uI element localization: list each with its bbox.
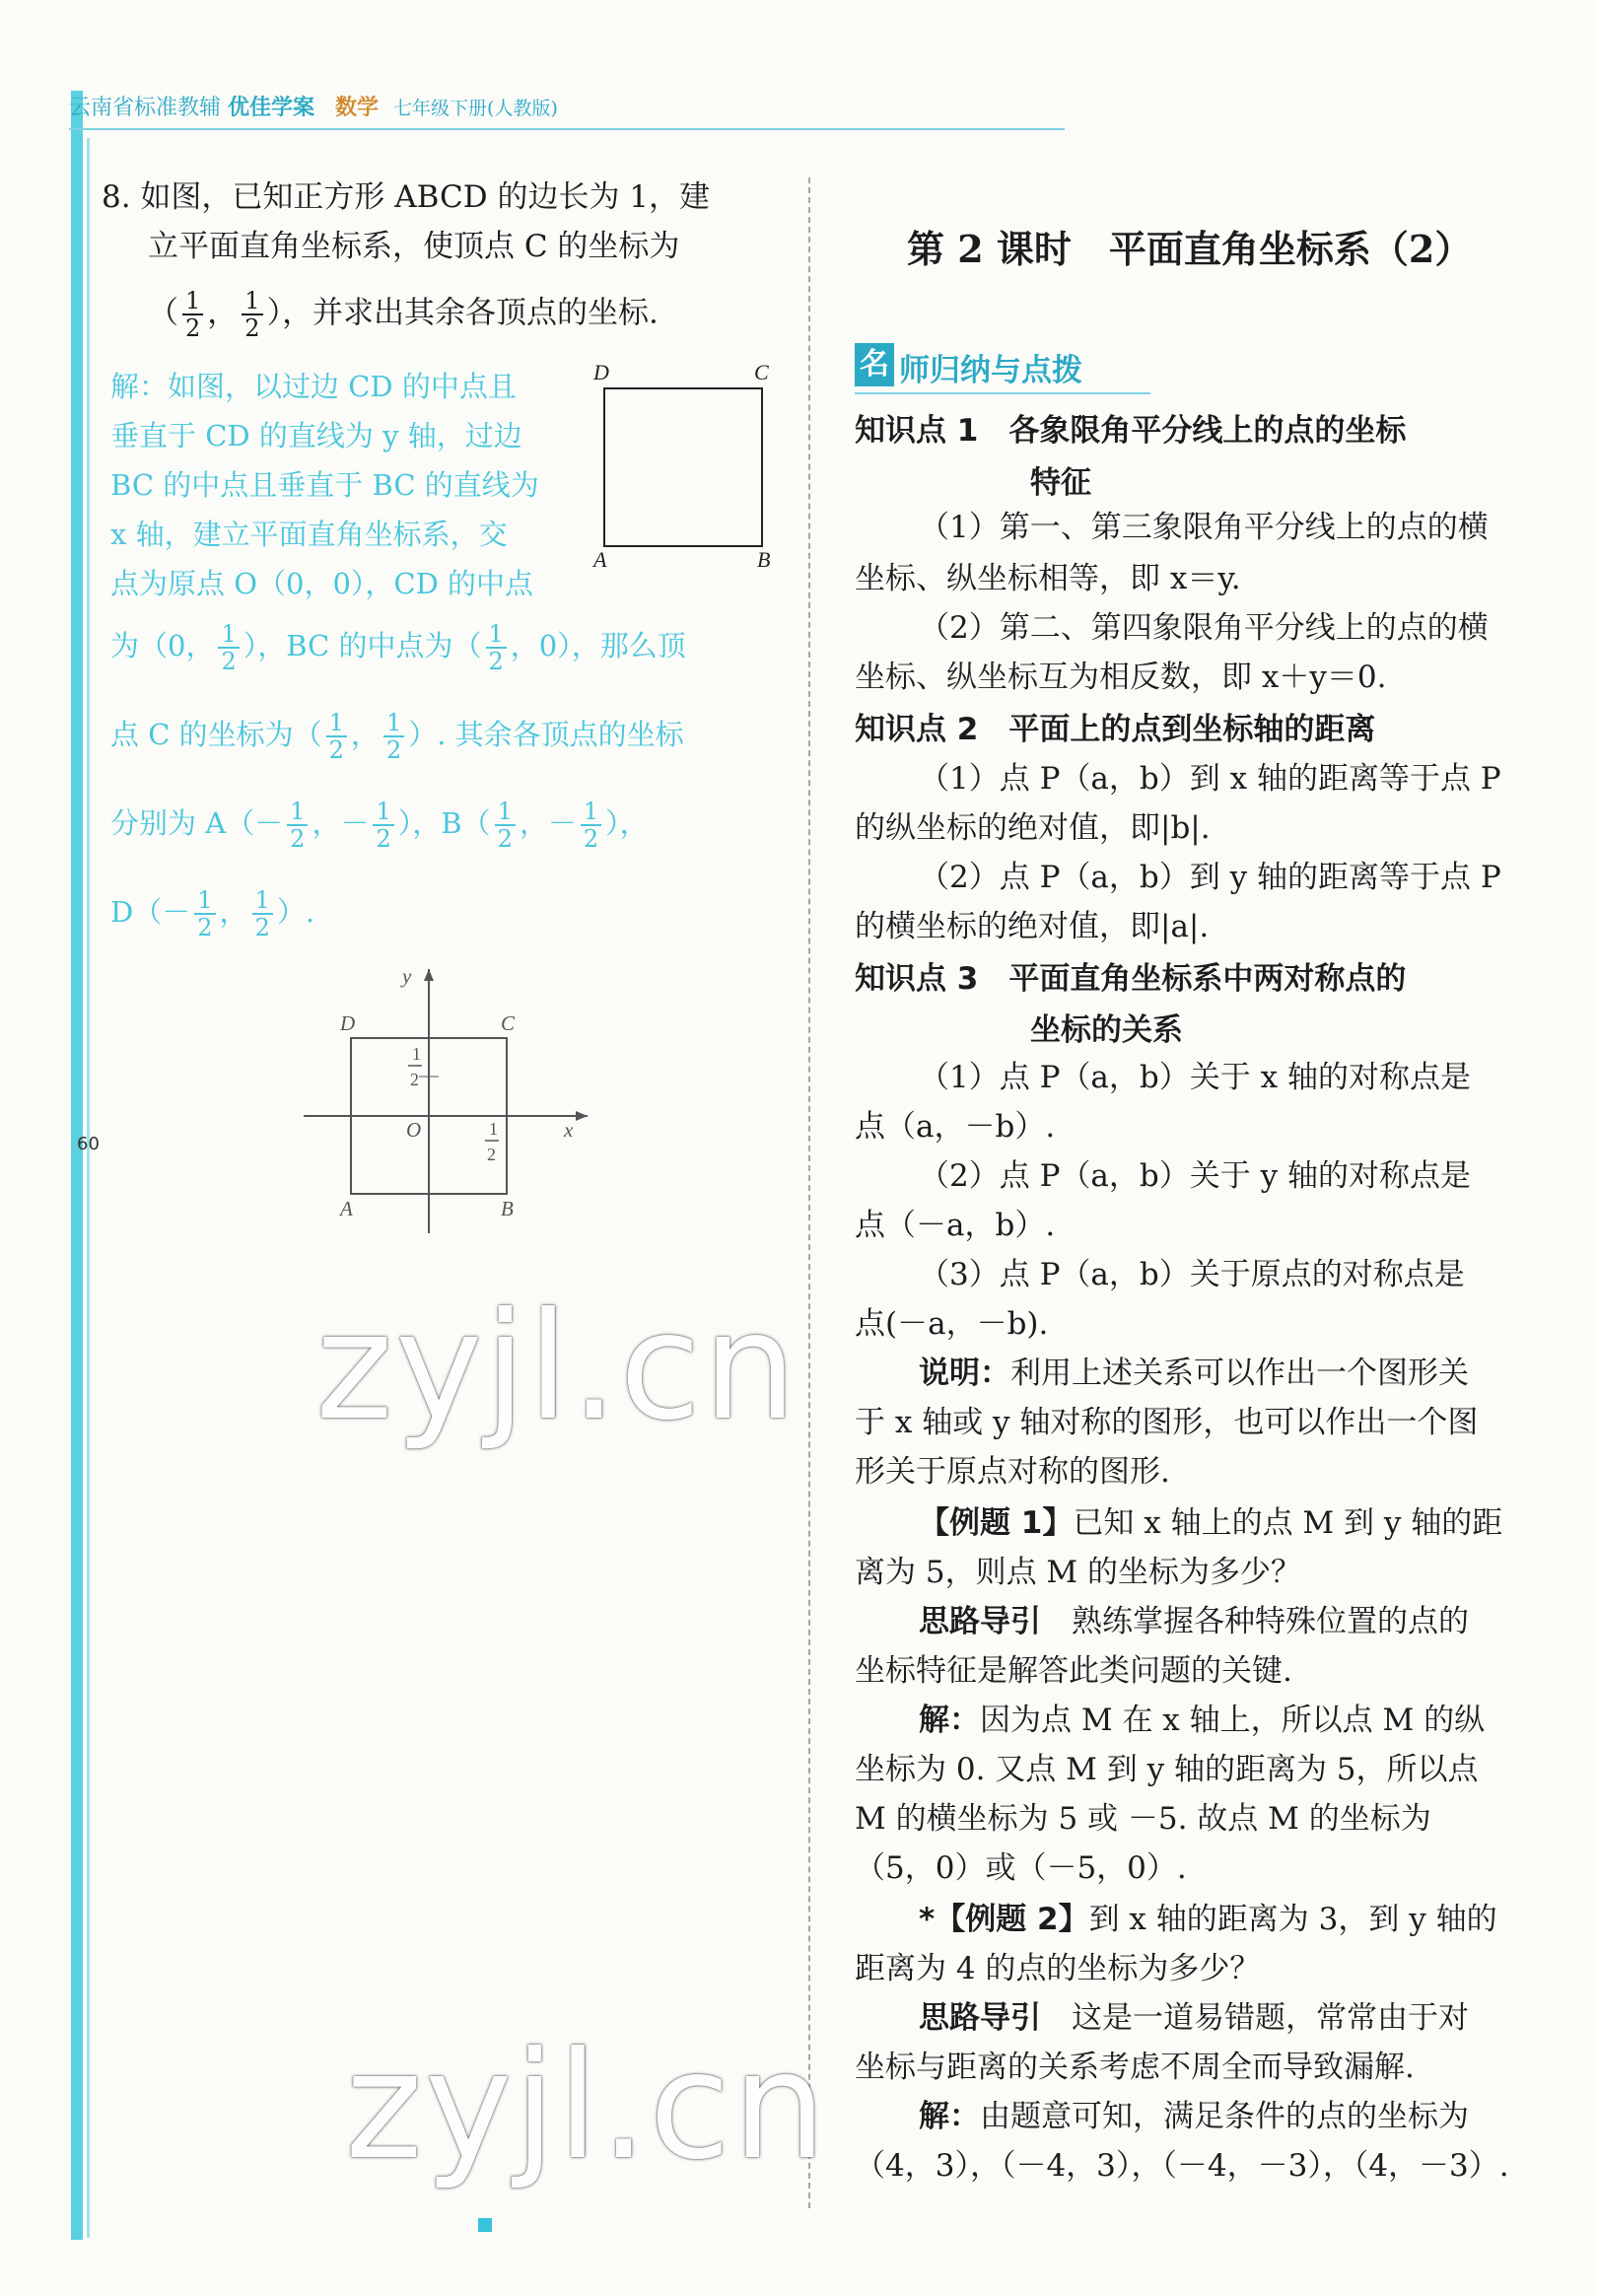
frac-num: 1	[412, 1044, 421, 1064]
watermark: zyjl.cn	[345, 2021, 829, 2192]
lesson-title: 第 2 课时 平面直角坐标系（2）	[907, 227, 1473, 271]
paragraph: （1）点 P（a，b）关于 x 轴的对称点是	[919, 1060, 1471, 1095]
hint-2-line: 坐标与距离的关系考虑不周全而导致漏解.	[855, 2050, 1415, 2085]
example-2: *【例题 2】到 x 轴的距离为 3，到 y 轴的	[919, 1902, 1497, 1937]
fraction: $\frac{1}{2}$	[242, 288, 262, 341]
knowledge-point-2: 知识点 2 平面上的点到坐标轴的距离	[855, 712, 1376, 747]
paragraph: 点(－a，－b).	[855, 1306, 1049, 1342]
knowledge-point-3-cont: 坐标的关系	[1030, 1012, 1183, 1048]
paragraph: （1）点 P（a，b）到 x 轴的距离等于点 P	[919, 761, 1501, 797]
solution-1: 解：因为点 M 在 x 轴上，所以点 M 的纵	[919, 1703, 1486, 1738]
frac-den: 2	[410, 1070, 419, 1089]
label-d: D	[340, 1011, 356, 1035]
header-series: 云南省标准教辅	[69, 96, 222, 120]
label-c: C	[501, 1011, 516, 1035]
paragraph: （3）点 P（a，b）关于原点的对称点是	[919, 1257, 1465, 1292]
example-1: 【例题 1】已知 x 轴上的点 M 到 y 轴的距	[919, 1505, 1503, 1541]
hint-2: 思路导引 这是一道易错题，常常由于对	[919, 2000, 1469, 2036]
vertex-label-c: C	[754, 360, 769, 384]
paragraph: （2）第二、第四象限角平分线上的点的横	[919, 610, 1489, 646]
solution-2-line: （4，3），（－4，3），（－4，－3），（4，－3）.	[855, 2148, 1509, 2184]
solution-line: 解：如图，以过边 CD 的中点且	[110, 370, 517, 403]
question-line-1: 8. 如图，已知正方形 ABCD 的边长为 1，建	[102, 179, 711, 215]
footer-marker	[478, 2218, 492, 2232]
page-side-bar	[71, 91, 83, 2240]
frac-num: 1	[489, 1119, 498, 1139]
running-header	[69, 91, 558, 121]
frac-den: 2	[487, 1145, 496, 1164]
vertex-label-a: A	[593, 547, 607, 572]
paragraph: （2）点 P（a，b）关于 y 轴的对称点是	[919, 1158, 1471, 1194]
paragraph: 点（－a，b）.	[855, 1208, 1056, 1243]
solution-line: 为（0， $\frac{1}{2}$ ），BC 的中点为（ $\frac{1}{2}$ ，0），那么顶	[110, 620, 686, 675]
vertex-label-d: D	[593, 360, 609, 384]
header-book: 优佳学案	[228, 95, 315, 120]
label-origin: O	[406, 1118, 422, 1142]
page-number: 60	[77, 1134, 100, 1154]
solution-2: 解：由题意可知，满足条件的点的坐标为	[919, 2099, 1469, 2134]
hint-1-line: 坐标特征是解答此类问题的关键.	[855, 1653, 1292, 1689]
section-badge: 名	[855, 343, 894, 386]
paragraph: 的横坐标的绝对值，即|a|.	[855, 909, 1210, 944]
paragraph: （1）第一、第三象限角平分线上的点的横	[919, 510, 1489, 545]
paragraph: 坐标、纵坐标相等，即 x＝y.	[855, 561, 1241, 596]
page-side-line	[87, 138, 90, 2238]
paragraph: 的纵坐标的绝对值，即|b|.	[855, 810, 1211, 846]
note-line: 形关于原点对称的图形.	[855, 1454, 1170, 1490]
solution-line: BC 的中点且垂直于 BC 的直线为	[110, 468, 539, 502]
solution-line: 分别为 A（－ $\frac{1}{2}$ ，－ $\frac{1}{2}$ ），B（ $\frac{1}{2}$ ，－ $\frac{1}{2}$ ），	[110, 798, 649, 853]
example-1-line: 离为 5，则点 M 的坐标为多少？	[855, 1555, 1302, 1590]
paragraph: 点（a，－b）.	[855, 1109, 1056, 1145]
knowledge-point-1: 知识点 1 各象限角平分线上的点的坐标	[855, 413, 1407, 449]
watermark: zyjl.cn	[315, 1282, 799, 1453]
label-a: A	[340, 1197, 353, 1220]
solution-1-line: 坐标为 0. 又点 M 到 y 轴的距离为 5，所以点	[855, 1752, 1479, 1787]
vertex-label-b: B	[757, 547, 771, 572]
header-subject: 数学	[335, 95, 380, 120]
coordinate-figure	[296, 961, 601, 1237]
square-figure	[603, 387, 763, 547]
question-line-2: 立平面直角坐标系，使顶点 C 的坐标为	[148, 229, 680, 264]
paragraph: 坐标、纵坐标互为相反数，即 x＋y＝0.	[855, 660, 1387, 695]
note-line: 于 x 轴或 y 轴对称的图形，也可以作出一个图	[855, 1405, 1479, 1440]
solution-1-line: M 的横坐标为 5 或 －5. 故点 M 的坐标为	[855, 1801, 1431, 1837]
solution-line: 点为原点 O（0，0），CD 的中点	[110, 567, 534, 600]
solution-line: D（－ $\frac{1}{2}$ ， $\frac{1}{2}$ ）.	[110, 886, 315, 941]
solution-line: 点 C 的坐标为（ $\frac{1}{2}$ ， $\frac{1}{2}$ ）. 其余各顶点的坐标	[110, 709, 684, 764]
question-line-3: （ $\frac{1}{2}$ ， $\frac{1}{2}$ ），并求出其余各顶点的坐标.	[148, 287, 659, 342]
label-y: y	[402, 964, 412, 988]
paragraph: （2）点 P（a，b）到 y 轴的距离等于点 P	[919, 860, 1501, 895]
fraction: $\frac{1}{2}$	[182, 288, 203, 341]
section-heading: 师归纳与点拨	[899, 353, 1082, 388]
header-rule	[69, 128, 1065, 130]
section-rule	[855, 392, 1150, 394]
knowledge-point-3: 知识点 3 平面直角坐标系中两对称点的	[855, 961, 1407, 997]
solution-line: x 轴，建立平面直角坐标系，交	[110, 518, 508, 551]
solution-line: 垂直于 CD 的直线为 y 轴，过边	[110, 419, 522, 452]
solution-1-line: （5，0）或（－5，0）.	[855, 1850, 1187, 1886]
hint-1: 思路导引 熟练掌握各种特殊位置的点的	[919, 1604, 1469, 1639]
column-divider	[808, 177, 810, 2208]
example-2-line: 距离为 4 的点的坐标为多少？	[855, 1951, 1261, 1986]
y-axis-arrow	[424, 969, 434, 981]
x-axis-arrow	[576, 1111, 588, 1121]
label-b: B	[501, 1197, 514, 1220]
label-x: x	[564, 1118, 574, 1142]
note: 说明：利用上述关系可以作出一个图形关	[919, 1356, 1469, 1391]
knowledge-point-1-cont: 特征	[1030, 465, 1091, 501]
header-grade: 七年级下册(人教版)	[393, 98, 558, 119]
